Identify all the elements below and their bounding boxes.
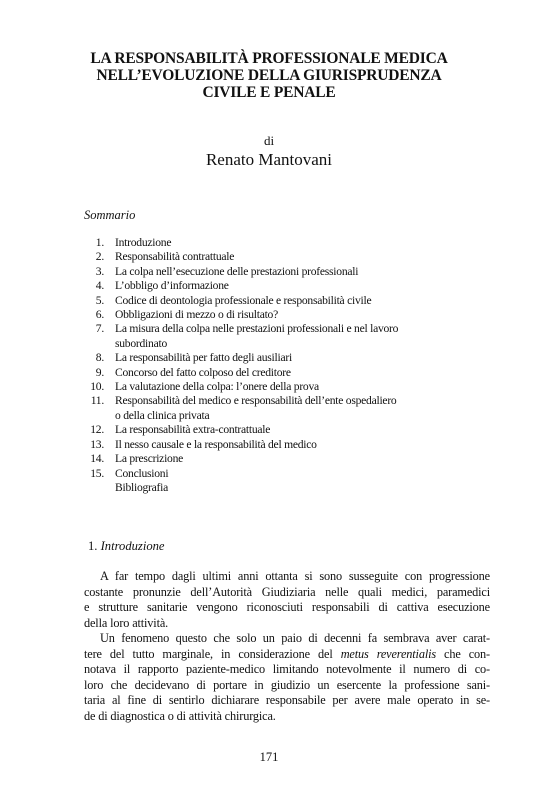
toc-item-number: 5. [95, 293, 104, 307]
toc-item [80, 279, 460, 293]
toc-item [80, 308, 460, 322]
toc-item-number: 1. [95, 236, 104, 249]
toc-item [80, 322, 460, 351]
toc-item-text [115, 366, 460, 380]
body-text [84, 569, 490, 724]
toc-item [80, 380, 460, 394]
toc-item-line: La valutazione della colpa: l’onere della prova [115, 380, 319, 394]
table-of-contents [80, 236, 460, 495]
toc-item-number: 10. [90, 380, 104, 394]
section-title: Introduzione [100, 539, 165, 553]
text-run: che con- [435, 646, 490, 661]
toc-item [80, 438, 460, 452]
paragraph-line: notava il rapporto paziente-medico limitando notevolmente il numero di co- [84, 662, 490, 676]
latin-term: metus reverentialis [340, 646, 436, 661]
toc-item-number: 12. [90, 423, 104, 437]
toc-item-text [115, 279, 460, 293]
toc-item [80, 452, 460, 466]
toc-item-text [115, 481, 460, 495]
toc-item [80, 467, 460, 481]
author-name: Renato Mantovani [205, 150, 333, 169]
toc-item [80, 250, 460, 264]
paragraph-line: loro che decidevano di portare in giudizio un esercente la professione sani- [84, 677, 490, 692]
toc-item-line: subordinato [115, 336, 167, 350]
toc-item-number: 8. [95, 351, 104, 365]
toc-item-number [80, 481, 104, 495]
toc-item-line: La responsabilità per fatto degli ausiliari [115, 351, 292, 365]
byline-di: di [263, 133, 275, 148]
toc-item-number: 11. [90, 394, 104, 408]
title-line: CIVILE E PENALE [202, 84, 336, 101]
toc-item [80, 366, 460, 380]
toc-item-line: La responsabilità extra-contrattuale [115, 423, 271, 437]
toc-item [80, 351, 460, 365]
toc-item-line: L’obbligo d’informazione [115, 279, 229, 293]
toc-item-line: Il nesso causale e la responsabilità del medico [115, 437, 317, 451]
toc-item-text [115, 423, 460, 437]
toc-item-text [115, 308, 460, 322]
section-number: 1. [88, 539, 98, 553]
sommario-heading: Sommario [84, 208, 136, 222]
toc-item-text [115, 294, 460, 308]
toc-item-number: 15. [90, 466, 104, 480]
paragraph-line-mixed [84, 647, 490, 663]
toc-item-line: La misura della colpa nelle prestazioni professionali e nel lavoro [115, 322, 399, 336]
toc-item [80, 394, 460, 423]
paragraph-line: A far tempo dagli ultimi anni ottanta si sono susseguite con progressione [100, 569, 490, 583]
toc-item-line: Concorso del fatto colposo del creditore [115, 365, 291, 379]
toc-item [80, 294, 460, 308]
toc-item-line: o della clinica privata [115, 408, 210, 422]
toc-item-line: Obbligazioni di mezzo o di risultato? [115, 308, 279, 322]
paragraph-line: costante pronunzie dell’Autorità Giudiziaria nelle quali medici, paramedici [84, 584, 490, 599]
toc-item-number: 6. [95, 308, 104, 322]
section-heading [88, 539, 165, 554]
toc-item-line: La prescrizione [115, 452, 184, 466]
paragraph-line: de di diagnostica o di attività chirurgica. [84, 708, 276, 723]
text-run: tere del tutto marginale, in considerazione del [84, 646, 341, 661]
toc-item-number: 3. [95, 264, 104, 278]
toc-item [80, 265, 460, 279]
toc-item-text [115, 265, 460, 279]
toc-item-number: 4. [95, 279, 104, 293]
title-line: LA RESPONSABILITÀ PROFESSIONALE MEDICA [90, 50, 448, 67]
toc-item [80, 236, 460, 250]
toc-item-number: 13. [90, 437, 104, 451]
toc-item-text [115, 394, 460, 423]
toc-item-text [115, 452, 460, 466]
toc-item-number: 9. [95, 365, 104, 379]
toc-item-line: Responsabilità del medico e responsabilità dell’ente ospedaliero [115, 394, 397, 408]
toc-item-line: Responsabilità contrattuale [115, 250, 235, 264]
toc-item [80, 423, 460, 437]
toc-item-number: 2. [95, 250, 104, 264]
toc-item-text [115, 236, 460, 250]
toc-item-number: 14. [90, 452, 104, 466]
paragraph-line: Un fenomeno questo che solo un paio di decenni fa sembrava aver carat- [100, 631, 490, 645]
toc-item-line: Bibliografia [115, 480, 169, 494]
toc-item-line: Introduzione [115, 236, 172, 249]
toc-item-text [115, 351, 460, 365]
title-line: NELL’EVOLUZIONE DELLA GIURISPRUDENZA [96, 67, 442, 84]
paragraph-line: della loro attività. [84, 615, 169, 630]
paragraph-line: e strutture sanitarie vengono riconosciuti responsabili di cattiva esecuzione [84, 600, 490, 614]
document-title [60, 50, 478, 101]
toc-item-line: Codice di deontologia professionale e responsabilità civile [115, 293, 372, 307]
toc-item-text [115, 467, 460, 481]
toc-item-text [115, 438, 460, 452]
page-number: 171 [259, 750, 279, 764]
toc-item [80, 481, 460, 495]
toc-item-text [115, 380, 460, 394]
paragraph-line: taria al fine di sentirlo dichiarare responsabile per avere male operato in se- [84, 693, 490, 707]
toc-item-line: La colpa nell’esecuzione delle prestazioni professionali [115, 264, 359, 278]
toc-item-line: Conclusioni [115, 466, 169, 480]
toc-item-text [115, 322, 460, 351]
toc-item-text [115, 250, 460, 264]
toc-item-number: 7. [95, 322, 104, 336]
